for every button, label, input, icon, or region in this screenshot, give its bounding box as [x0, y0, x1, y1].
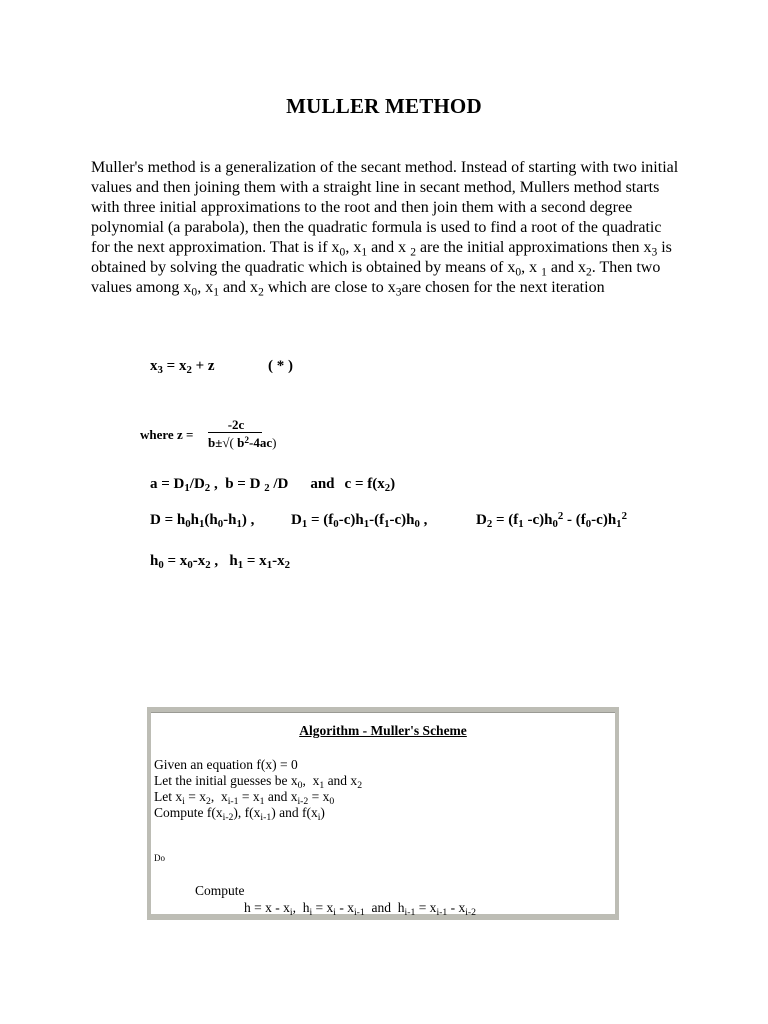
algorithm-step: Given an equation f(x) = 0: [154, 757, 298, 772]
equation-z-label: where z =: [140, 427, 194, 442]
equation-x3: $x_3 = x_2 + z$ ( * ): [150, 358, 293, 377]
fraction-bar: [208, 432, 262, 433]
algorithm-box-inner: [151, 712, 615, 918]
fraction-denominator: b±√( $b^2-4ac$): [208, 435, 277, 450]
fraction-numerator: -2c: [227, 417, 245, 432]
algorithm-step: Let the initial guesses be $x_0$, $x_1$ and $x_2$: [154, 773, 363, 791]
algorithm-do-label: Do: [154, 853, 165, 863]
equation-and-word: and: [310, 476, 335, 492]
algorithm-step: Let $x_i = x_2$, $x_{i-1} = x_1$ and $x_{i-2} = x_0$: [154, 789, 335, 807]
intro-paragraph: Muller's method is a generalization of the secant method. Instead of starting with two initial values and then joining them with a straight line in secant method, Mullers method starts with three initial approximations to the root and then join them with a second degree polynomial (a parabola), then the quadratic formula is used to find a root of the quadratic for the next approximation. That is if $x_0$, $x_1$ and x $_2$ are the initial approximations then $x_3$ is obtained by solving the quadratic which is obtained by means of $x_0$, x $_1$ and $x_2$. Then two values among $x_0$, $x_1$ and $x_2$ which are close to $x_3are$ chosen for the next iteration: [91, 159, 679, 299]
algorithm-steps: [154, 757, 362, 821]
algorithm-box: [147, 707, 619, 920]
equation-z-fraction: [208, 417, 277, 451]
equation-star-label: ( * ): [268, 358, 293, 374]
algorithm-title: Algorithm - Muller's Scheme: [299, 723, 467, 738]
algorithm-compute-label: Compute: [195, 883, 245, 898]
page-title: MULLER METHOD: [286, 94, 482, 118]
equation-h: $h_0 = x_0-x_2$ , $h_1 = x_1-x_2$: [150, 553, 290, 572]
algorithm-step: Compute $f(x_{i-2})$, $f(x_{i-1})$ and $f(x_i)$: [154, 805, 325, 823]
equation-abc: $a = D_1/D_2$ , b = D $_2$ /D and $c = f(x_2)$: [150, 476, 396, 495]
algorithm-h-formula: $h = x - x_i$, $h_i = x_i - x_{i-1}$ and $h_{i-1} = x_{i-1} - x_{i-2}$: [244, 900, 477, 918]
